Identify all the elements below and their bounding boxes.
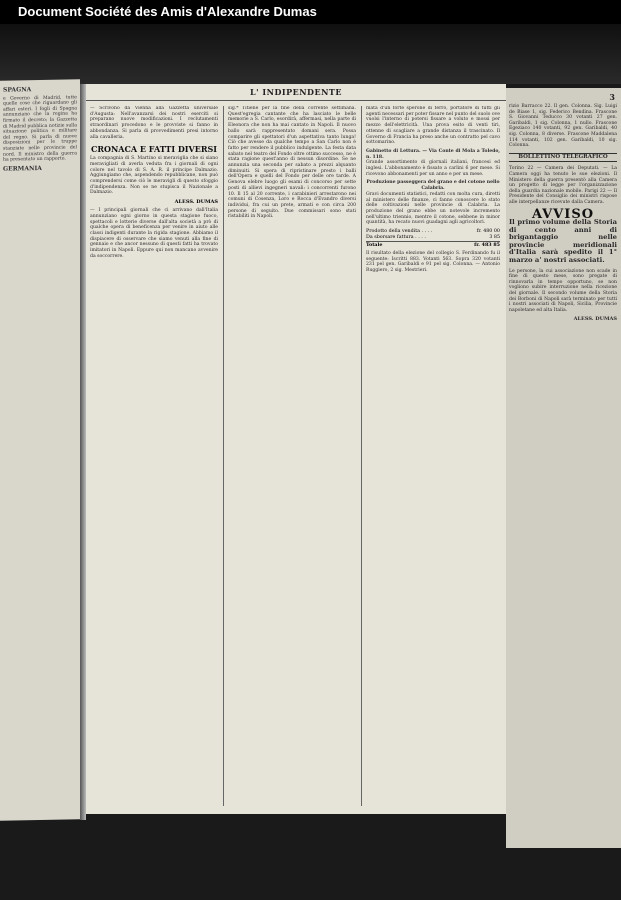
left-body: e Governo di Madrid, tutte quelle cose che riguardano gli affari esteri. I fogli di Spagna annunziano che la regina ha firmato il decreto; la Gazzetta di Madrid pubblica notizie sulla situazione politica e militare del regno. Si parla di nuove disposizioni per le truppe stanziate nelle provincie del nord. Il ministro della guerra ha presentato un rapporto. bbox=[3, 94, 77, 163]
col1-body2: — I principali giornali che ci arrivano dall'Italia annunziano ogni giorno in questa stagione fuoco, spettacoli e lotterie diverse dall'alta società a prò di qualche opera di beneficenza per venire in aiuto alle classi indigenti durante la rigida stagione. Abbiamo il dispiacere di osservare che siamo venuti alla fine di gennaio e che ancor nessuno di questi fatti ha trovato imitatori in Napoli. Eppure qui non mancano avvenire da soccorrere. bbox=[90, 208, 218, 259]
col1-intro: — Scrivono da Vienna alla Gazzetta universale d'Augusta: Nell'avanzarsi dei nostri eserciti si preparano nuove modificazioni. I reclutamenti straordinari procedono e le provviste si fanno in abbondanza. Si parla di provvedimenti presi intorno alla cavalleria. bbox=[90, 106, 218, 140]
bulletin-heading: BOLLETTINO TELEGRAFICO bbox=[509, 153, 617, 163]
col3-subhead2: Produzione passeggera del grano e del cotone nello Calabria. bbox=[366, 180, 500, 192]
table-row bbox=[366, 241, 500, 248]
bulletin-body: Torino 22 — Camera dei Deputati. — La Camera oggi ha tenuto le sue elezioni. Il Ministero della guerra presentò alla Camera un progetto di legge per l'organizzazione della guardia nazionale mobile. Parigi 22 — Il Presidente del Consiglio dei ministri rispose alle interpellanze ricevute dalla Camera. bbox=[509, 166, 617, 205]
scan-background-bottom bbox=[0, 848, 621, 900]
page-number: 3 bbox=[609, 92, 615, 102]
col2-body: sig.* Titiene per la fine della corrente settimana. Quest'egregia cantante che ha lasciato le belle memorie a S. Carlo, esordirà, affermasi, nella parte di Eleonora che non ha mai cantato in Napoli. Il nuovo ballo sarà rappresentato domani sera. Possa comparire gli spettatori d'un aspettativa tanto lunga! Ciò che avesse da qualche tempo a San Carlo non è fatto per rendere il pubblico indulgente. La festa data sabato nel teatro del Fondo oltre ottimo successo, ne è stata ragione quest'anno di nessun disordine. Se ne annunzia una seconda per sabato a prezzi alquanto diminuiti. Si spera di ripristinare presto i balli dell'Opera e quelli del Fondo per delle ore tarde. A Genova elebre luogo gli esami di concorso per sette posti di allievi ingegneri navali: i concorrenti furono 10. Il 15 al 20 corrente, i carabinieri arrestarono nei comuni di Cosenza, Loro e Rocca d'Evandro diversi individui, fra cui un prete, armati e con circa 200 persone di seguito. Due commissari sono stati ristabiliti in Napoli. bbox=[228, 106, 356, 220]
newspaper-page bbox=[86, 84, 506, 814]
newspaper-title: L' INDIPENDENTE bbox=[250, 87, 342, 97]
table-cell-value: fr. 483 85 bbox=[474, 242, 500, 249]
col3-body: mata d'un forte sperone di ferro, portatore di tutti gli agenti necessari per poter fissare nel punto del suolo ove vuolsi l'interno di potersi fissare a voluto e mossi per mezzo dell'elettricità. Una prova esito di venti tiri, ottenne di scagliare a grande distanza il trascinato. Il Governo di Francia ha preso anche un contratto pel cavo sottomarino. bbox=[366, 106, 500, 146]
next-page-fragment bbox=[506, 88, 621, 848]
left-page-text bbox=[0, 79, 80, 179]
col3-body4: Il risultato della elezione del collegio S. Ferdinando fu il seguente: Iscritti 883. Votanti 563. Sopra 320 votanti 231 pel gen. Garibaldi e 91 pel sig. Colonna. — Antonio Ruggiero, 2 sig. Mestrieri. bbox=[366, 251, 500, 274]
document-banner bbox=[0, 0, 621, 24]
right-text2: Le persone, la cui associazione non scade in fine di questo mese, sono pregate di rinnovarla in tempo opportuno, se non vogliono subire interruzione nella ricezione del giornale. Il secondo volume della Storia dei Borboni di Napoli sarà terminato per tutti i nostri associati di Napoli, Sicilia, Provincie napoletane ed alta Italia. bbox=[509, 268, 617, 313]
banner-title: Document Société des Amis d'Alexandre Dumas bbox=[18, 4, 317, 19]
right-column bbox=[509, 104, 617, 323]
scan-background-top bbox=[0, 24, 621, 84]
avviso-body: Il primo volume della Storia di cento anni di brigantaggio nelle provincie meridionali d'Italia sarà spedito il 1° marzo a' nostri associati. bbox=[509, 218, 617, 265]
table-cell-value: fr. 480 00 bbox=[476, 229, 500, 235]
avviso-heading: AVVISO bbox=[531, 206, 595, 222]
left-heading-germania: GERMANIA bbox=[3, 164, 42, 173]
col3-body3: Gravi documenti statistici, redatti con molta cura, diretti al ministero delle finanze, ci fanno conoscere lo stato delle coltivazioni nelle provincie di Calabria. La produzione del grano ebbe un notevole incremento nell'ultimo triennio, mentre il cotone, sebbene in minor quantità, ha recato nuovi guadagni agli agricoltori. bbox=[366, 191, 500, 226]
right-text1: rizio Barracco 22. Il gen. Colonna. Sig. Luigi de Biase 1, sig. Federico Bendina. Frascone S. Giovanni Teducco 30 votanti 27 gen. Garibaldi, 1 sig. Colonna, 1 nullo. Frascone Egeziaco 140 votanti, 92 gen. Garibaldi, 40 sig. Colonna, 8 diverse. Frascone Maddalena 114 votanti, 102 gen. Garibaldi, 10 sig. Colonna. bbox=[509, 104, 617, 149]
table-cell-value: 3 85 bbox=[489, 235, 500, 241]
masthead bbox=[86, 84, 506, 101]
price-table bbox=[366, 229, 500, 248]
section-heading-cronaca: CRONACA E FATTI DIVERSI bbox=[90, 144, 218, 155]
col1-signature: ALESS. DUMAS bbox=[174, 199, 218, 206]
right-signature: ALESS. DUMAS bbox=[573, 316, 617, 323]
col3-body2: Grande assortimento di giornali italiani, francesi ed inglesi. L'abbonamento è fissato a carlini 6 per mese. Si ricevono abbonamenti per un anno e per un mese. bbox=[366, 160, 500, 177]
col3-subhead: Gabinetto di Lettura. — Via Conte di Mola a Toledo, n. 118. bbox=[366, 148, 500, 160]
column-2 bbox=[228, 106, 356, 806]
column-divider bbox=[361, 106, 362, 806]
table-cell-label: Prodotto della vendita . . . . bbox=[366, 229, 433, 235]
left-heading-spagna: SPAGNA bbox=[3, 86, 32, 94]
column-3 bbox=[366, 106, 500, 806]
col1-body: La compagnia di S. Martino si meraviglia che si siano meravigliati di averla veduta fra i giornali di ogni colore nel tavolo di S. A. R. il principe Dalmazio. Aggiungiamo che, aspendendo repubblicane, non può comprendersi come ciò le meravigli di questo sfoggio d'indipendenza. Non se ne stupisca il Nazionale a Dalmazio. bbox=[90, 156, 218, 196]
table-cell-label: Totale bbox=[366, 242, 383, 249]
previous-page-fragment bbox=[0, 79, 80, 820]
column-1 bbox=[90, 106, 218, 806]
column-divider bbox=[223, 106, 224, 806]
table-cell-label: Da sborsare fattura . . . . bbox=[366, 235, 426, 241]
